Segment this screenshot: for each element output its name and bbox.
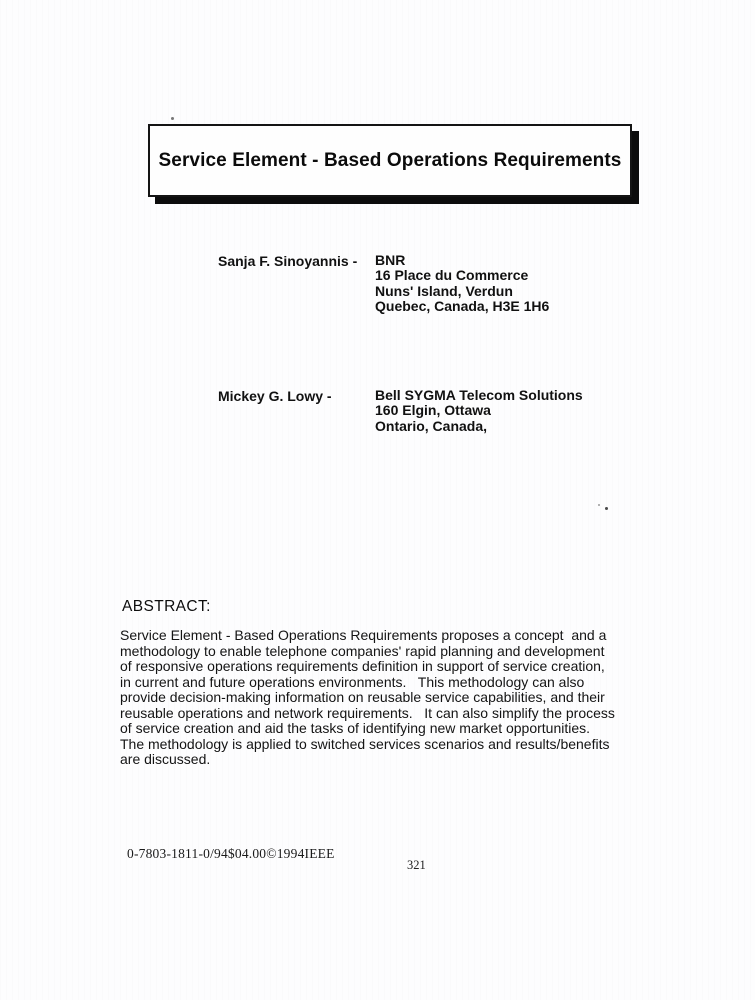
scan-speck (598, 504, 600, 506)
title-box (148, 124, 632, 197)
scan-speck (171, 117, 174, 120)
paper-title: Service Element - Based Operations Requirements (158, 149, 622, 171)
affiliation-line: Ontario, Canada, (375, 417, 488, 434)
abstract-line: methodology to enable telephone companies' rapid planning and development (120, 642, 605, 659)
abstract-heading: ABSTRACT: (122, 598, 211, 615)
abstract-line: of responsive operations requirements definition in support of service creation, (120, 658, 605, 674)
author-block-1 (218, 253, 638, 319)
affiliation-line: Bell SYGMA Telecom Solutions (375, 387, 583, 403)
author-block-2 (218, 388, 638, 438)
affiliation-line: 16 Place du Commerce (375, 267, 529, 284)
page-number: 321 (407, 858, 426, 872)
abstract-line: provide decision-making information on reusable service capabilities, and their (120, 689, 605, 705)
abstract-line: of service creation and aid the tasks of identifying new market opportunities. (120, 720, 591, 736)
abstract-body (120, 628, 650, 768)
abstract-line: Service Element - Based Operations Requirements proposes a concept and a (120, 627, 607, 643)
copyright-line: 0-7803-1811-0/94$04.00©1994IEEE (127, 846, 335, 861)
abstract-line: in current and future operations environments. This methodology can also (120, 673, 585, 690)
abstract-line: reusable operations and network requirements. It can also simplify the process (120, 704, 615, 721)
scan-speck (605, 507, 608, 510)
affiliation-line: Nuns' Island, Verdun (375, 282, 513, 299)
abstract-line: The methodology is applied to switched services scenarios and results/benefits (120, 735, 610, 752)
author-2-name: Mickey G. Lowy - (218, 388, 332, 404)
affiliation-line: 160 Elgin, Ottawa (375, 402, 491, 419)
author-1-name: Sanja F. Sinoyannis - (218, 253, 358, 269)
affiliation-line: BNR (375, 252, 406, 268)
affiliation-line: Quebec, Canada, H3E 1H6 (375, 298, 550, 315)
author-1-affiliation (375, 253, 549, 315)
author-2-affiliation (375, 388, 583, 434)
abstract-line: are discussed. (120, 751, 211, 767)
